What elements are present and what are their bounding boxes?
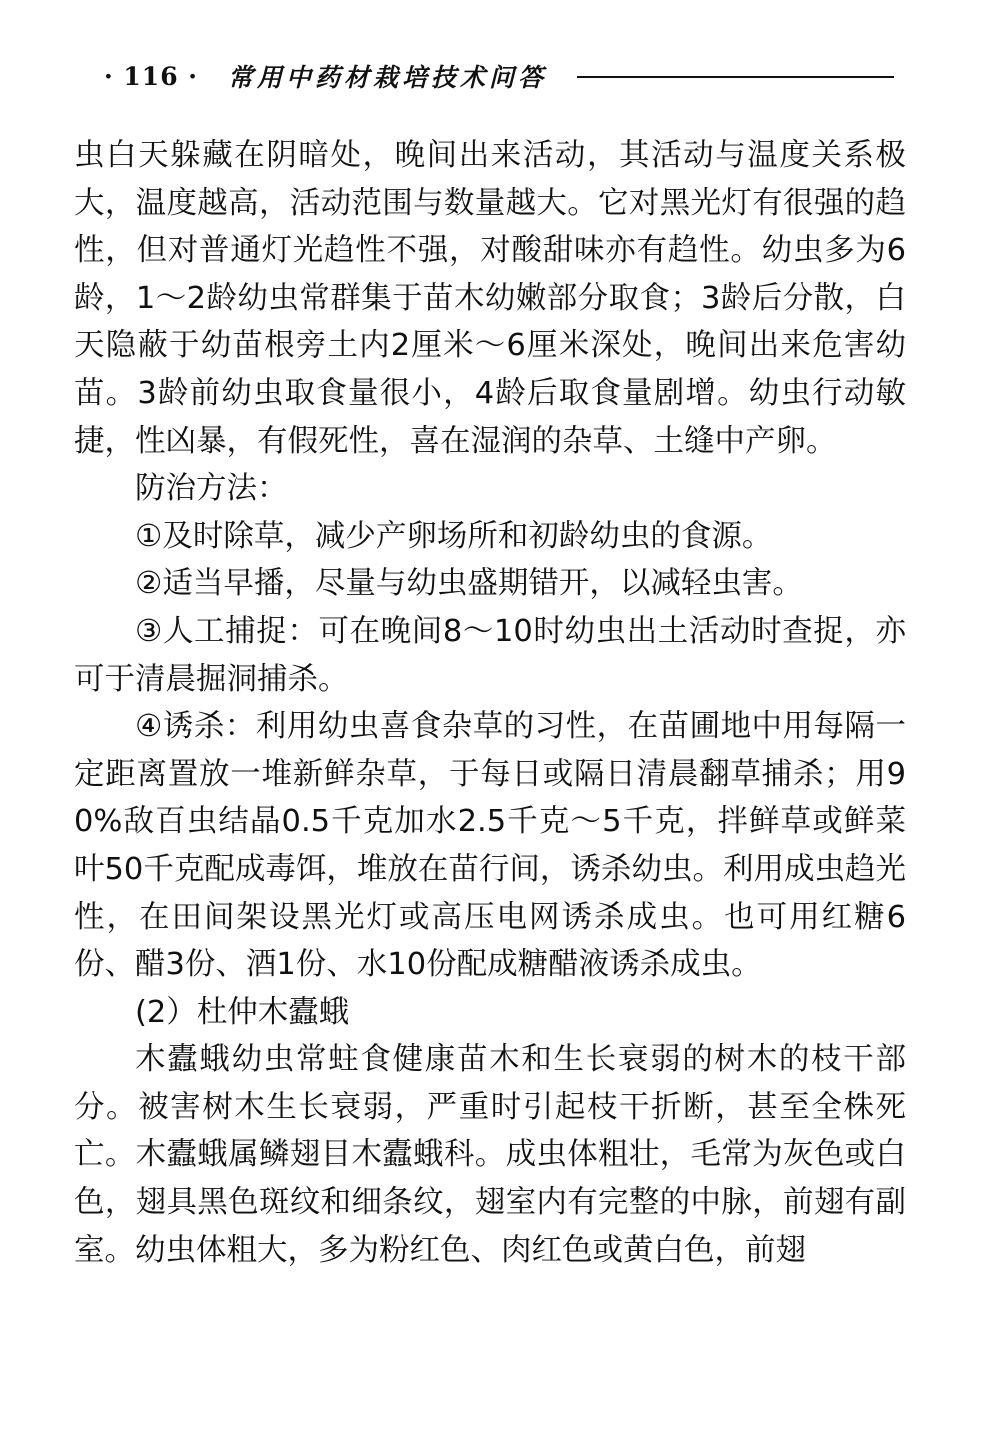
section-heading-wood-moth: (2）杜仲木蠹蛾 [135,994,350,1030]
paragraph-method-1: ①及时除草，减少产卵场所和初龄幼虫的食源。 [135,518,773,554]
page-header [104,56,894,96]
page-number: · 116 · [104,61,198,91]
paragraph-wood-moth-description: 木蠹蛾幼虫常蛀食健康苗木和生长衰弱的树木的枝干部分。被害树木生长衰弱，严重时引起枝干折断，甚至全株死亡。木蠹蛾属鳞翅目木蠹蛾科。成虫体粗壮，毛常为灰色或白色，翅具黑色斑纹和细条纹，翅室内有完整的中脉，前翅有副室。幼虫体粗大，多为粉红色、肉红色或黄白色，前翅 [74,1042,906,1268]
paragraph-method-3: ③人工捕捉：可在晚间8～10时幼虫出土活动时查捉，亦可于清晨掘洞捕杀。 [74,613,906,697]
paragraph-control-methods-heading: 防治方法： [135,471,288,507]
paragraph-method-4: ④诱杀：利用幼虫喜食杂草的习性，在苗圃地中用每隔一定距离置放一堆新鲜杂草，于每日或隔日清晨翻草捕杀；用90%敌百虫结晶0.5千克加水2.5千克～5千克，拌鲜草或鲜菜叶50千克配成毒饵，堆放在苗行间，诱杀幼虫。利用成虫趋光性，在田间架设黑光灯或高压电网诱杀成虫。也可用红糖6份、醋3份、酒1份、水10份配成糖醋液诱杀成虫。 [74,709,906,983]
paragraph-continued-text: 虫白天躲藏在阴暗处，晚间出来活动，其活动与温度关系极大，温度越高，活动范围与数量越大。它对黑光灯有很强的趋性，但对普通灯光趋性不强，对酸甜味亦有趋性。幼虫多为6龄，1～2龄幼虫常群集于苗木幼嫩部分取食；3龄后分散，白天隐蔽于幼苗根旁土内2厘米～6厘米深处，晚间出来危害幼苗。3龄前幼虫取食量很小，4龄后取食量剧增。幼虫行动敏捷，性凶暴，有假死性，喜在湿润的杂草、土缝中产卵。 [74,138,906,459]
header-rule [577,76,894,78]
paragraph-method-2: ②适当早播，尽量与幼虫盛期错开，以减轻虫害。 [135,566,803,602]
running-title: 常用中药材栽培技术问答 [228,63,548,92]
page-body [74,132,906,1274]
